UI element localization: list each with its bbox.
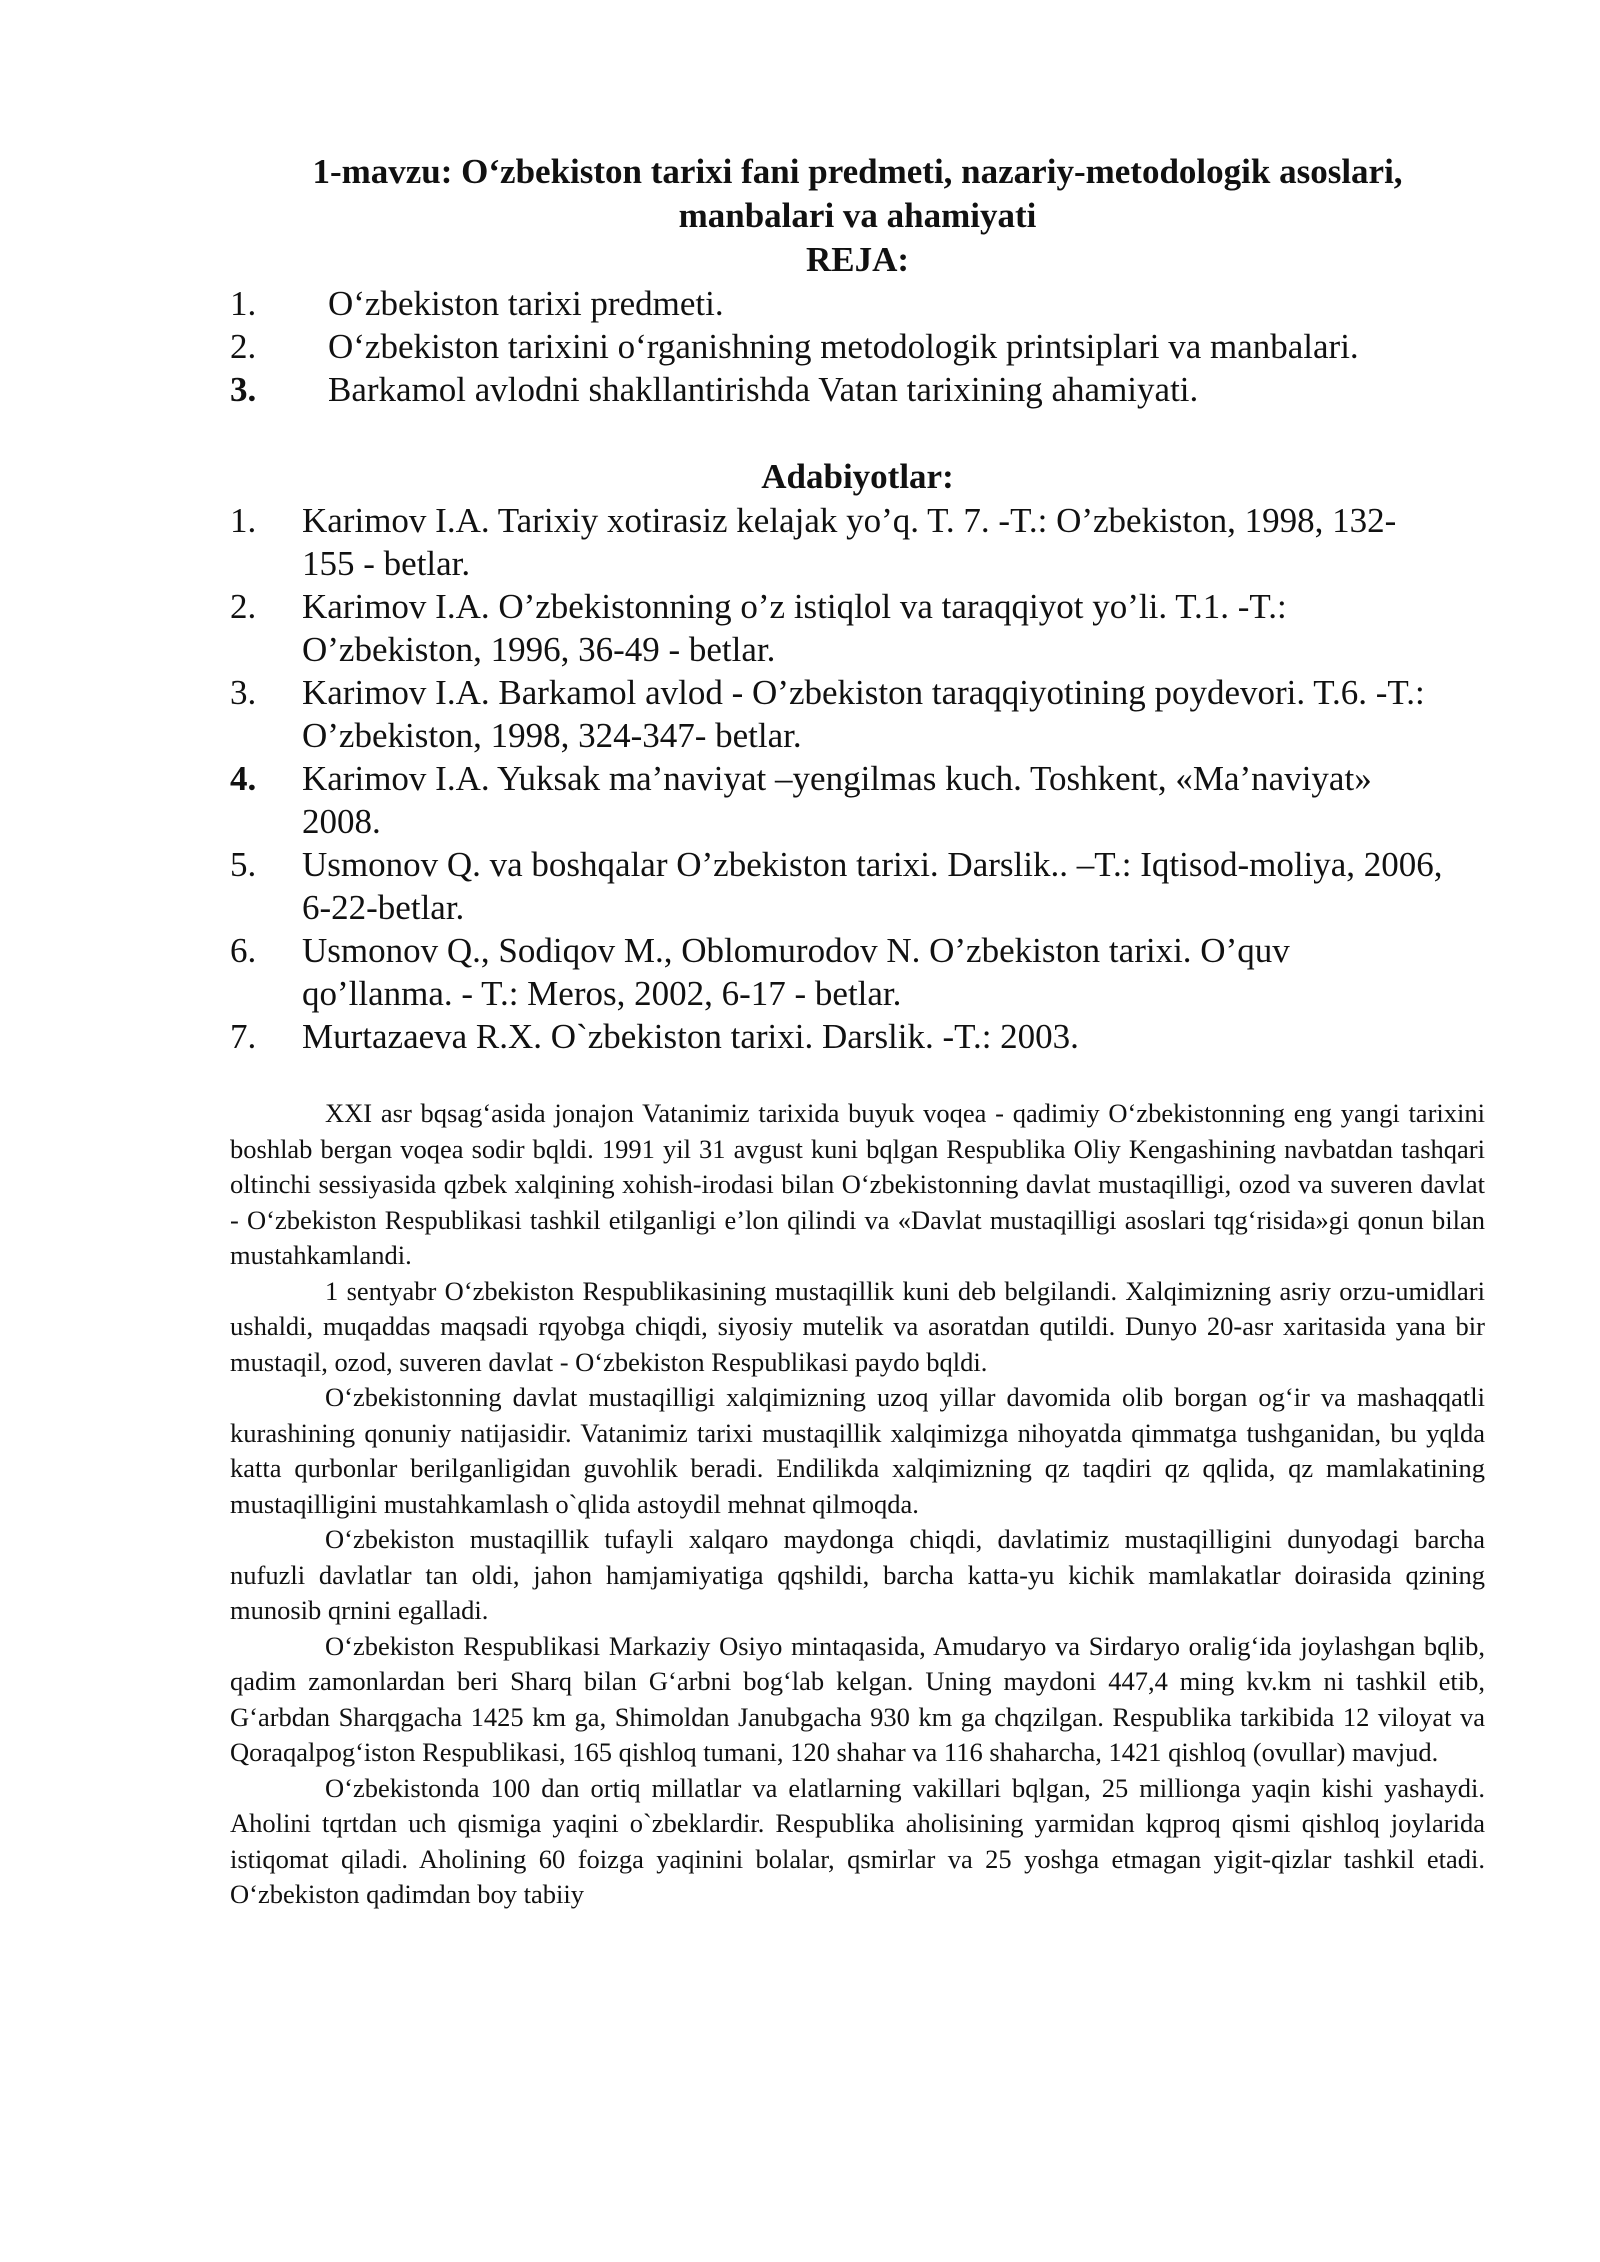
- body-paragraph: 1 sentyabr O‘zbekiston Respublikasining mustaqillik kuni deb belgilandi. Xalqimizning asriy orzu-umidlari ushaldi, muqaddas maqsadi rqyobga chiqdi, siyosiy mutelik va asoratdan qutildi. Dunyo 20-asr xaritasida yana bir mustaqil, ozod, suveren davlat - O‘zbekiston Respublikasi paydo bqldi.: [230, 1275, 1485, 1377]
- literature-item-number: 6.: [230, 931, 257, 970]
- document-title: [230, 150, 1485, 238]
- literature-item: [230, 929, 1485, 1015]
- literature-item-number: 4.: [230, 759, 257, 798]
- literature-item: [230, 499, 1485, 585]
- literature-item: [230, 757, 1485, 843]
- literature-heading: Adabiyotlar:: [761, 457, 954, 496]
- literature-item: [230, 1015, 1485, 1058]
- body-paragraph: O‘zbekistonning davlat mustaqilligi xalqimizning uzoq yillar davomida olib borgan og‘ir va mashaqqatli kurashining qonuniy natijasidir. Vatanimiz tarixi mustaqillik xalqimizga nihoyatda qimmatga tushganidan, bu yqlda katta qurbonlar berilganligidan guvohlik beradi. Endilikda xalqimizning qz taqdiri qz qqlida, qz mamlakatining mustaqilligini mustahkamlash o`qlida astoydil mehnat qilmoqda.: [230, 1382, 1485, 1519]
- literature-item-number: 7.: [230, 1017, 257, 1056]
- plan-heading: REJA:: [805, 240, 910, 279]
- plan-item-text: O‘zbekiston tarixi predmeti.: [328, 284, 724, 323]
- literature-item-text: Karimov I.A. Tarixiy xotirasiz kelajak yo’q. T. 7. -T.: O’zbekiston, 1998, 132-155 - betlar.: [302, 501, 1397, 583]
- literature-list: [230, 499, 1485, 1058]
- body-paragraph: O‘zbekiston mustaqillik tufayli xalqaro maydonga chiqdi, davlatimiz mustaqilligini dunyodagi barcha nufuzli davlatlar tan oldi, jahon hamjamiyatiga qqshildi, barcha katta-yu kichik mamlakatlar doirasida qzining munosib qrnini egalladi.: [230, 1524, 1485, 1625]
- body-paragraph: O‘zbekistonda 100 dan ortiq millatlar va elatlarning vakillari bqlgan, 25 millionga yaqin kishi yashaydi. Aholini tqrtdan uch qismiga yaqini o`zbeklardir. Respublika aholisining yarmidan kqproq qismi qishloq joylarida istiqomat qiladi. Aholining 60 foizga yaqinini bolalar, qsmirlar va 25 yoshga etmagan yigit-qizlar tashkil etadi. O‘zbekiston qadimdan boy tabiiy: [230, 1772, 1485, 1909]
- title-line-2: manbalari va ahamiyati: [678, 196, 1037, 235]
- plan-item-text: O‘zbekiston tarixini o‘rganishning metodologik printsiplari va manbalari.: [328, 327, 1359, 366]
- document-page: [230, 150, 1485, 1913]
- literature-item-text: Karimov I.A. Barkamol avlod - O’zbekiston taraqqiyotining poydevori. T.6. -T.: O’zbekiston, 1998, 324-347- betlar.: [302, 673, 1425, 755]
- literature-item-text: Murtazaeva R.X. O`zbekiston tarixi. Darslik. -T.: 2003.: [302, 1017, 1079, 1056]
- plan-item: [230, 325, 1485, 368]
- literature-item: [230, 671, 1485, 757]
- literature-item-text: Usmonov Q., Sodiqov M., Oblomurodov N. O’zbekiston tarixi. O’quv qo’llanma. - T.: Meros, 2002, 6-17 - betlar.: [302, 931, 1290, 1013]
- literature-item-text: Karimov I.A. Yuksak ma’naviyat –yengilmas kuch. Toshkent, «Ma’naviyat» 2008.: [302, 759, 1372, 841]
- title-line-1: 1-mavzu: O‘zbekiston tarixi fani predmeti, nazariy-metodologik asoslari,: [312, 152, 1403, 191]
- body-text: [230, 1096, 1485, 1913]
- literature-item-number: 1.: [230, 501, 257, 540]
- body-paragraph: O‘zbekiston Respublikasi Markaziy Osiyo mintaqasida, Amudaryo va Sirdaryo oralig‘ida joylashgan bqlib, qadim zamonlardan beri Sharq bilan G‘arbni bog‘lab kelgan. Uning maydoni 447,4 ming kv.km ni tashkil etib, G‘arbdan Sharqgacha 1425 km ga, Shimoldan Janubgacha 930 km ga chqzilgan. Respublika tarkibida 12 viloyat va Qoraqalpog‘iston Respublikasi, 165 qishloq tumani, 120 shahar va 116 shaharcha, 1421 qishloq (ovullar) mavjud.: [230, 1630, 1485, 1767]
- literature-item: [230, 843, 1485, 929]
- plan-item: [230, 282, 1485, 325]
- plan-item: [230, 368, 1485, 411]
- plan-item-number: 1.: [230, 284, 257, 323]
- literature-item-number: 3.: [230, 673, 257, 712]
- plan-item-text: Barkamol avlodni shakllantirishda Vatan tarixining ahamiyati.: [328, 370, 1199, 409]
- plan-item-number: 3.: [230, 370, 257, 409]
- plan-list: [230, 282, 1485, 411]
- literature-item-number: 5.: [230, 845, 257, 884]
- literature-item-number: 2.: [230, 587, 257, 626]
- literature-item-text: Karimov I.A. O’zbekistonning o’z istiqlol va taraqqiyot yo’li. T.1. -T.: O’zbekiston, 1996, 36-49 - betlar.: [302, 587, 1287, 669]
- body-paragraph: XXI asr bqsag‘asida jonajon Vatanimiz tarixida buyuk voqea - qadimiy O‘zbekistonning eng yangi tarixini boshlab bergan voqea sodir bqldi. 1991 yil 31 avgust kuni bqlgan Respublika Oliy Kengashining navbatdan tashqari oltinchi sessiyasida qzbek xalqining xohish-irodasi bilan O‘zbekistonning davlat mustaqilligi, ozod va suveren davlat - O‘zbekiston Respublikasi tashkil etilganligi e’lon qilindi va «Davlat mustaqilligi asoslari tqg‘risida»gi qonun bilan mustahkamlandi.: [230, 1098, 1485, 1270]
- literature-item: [230, 585, 1485, 671]
- plan-item-number: 2.: [230, 327, 257, 366]
- literature-item-text: Usmonov Q. va boshqalar O’zbekiston tarixi. Darslik.. –T.: Iqtisod-moliya, 2006, 6-22-betlar.: [302, 845, 1443, 927]
